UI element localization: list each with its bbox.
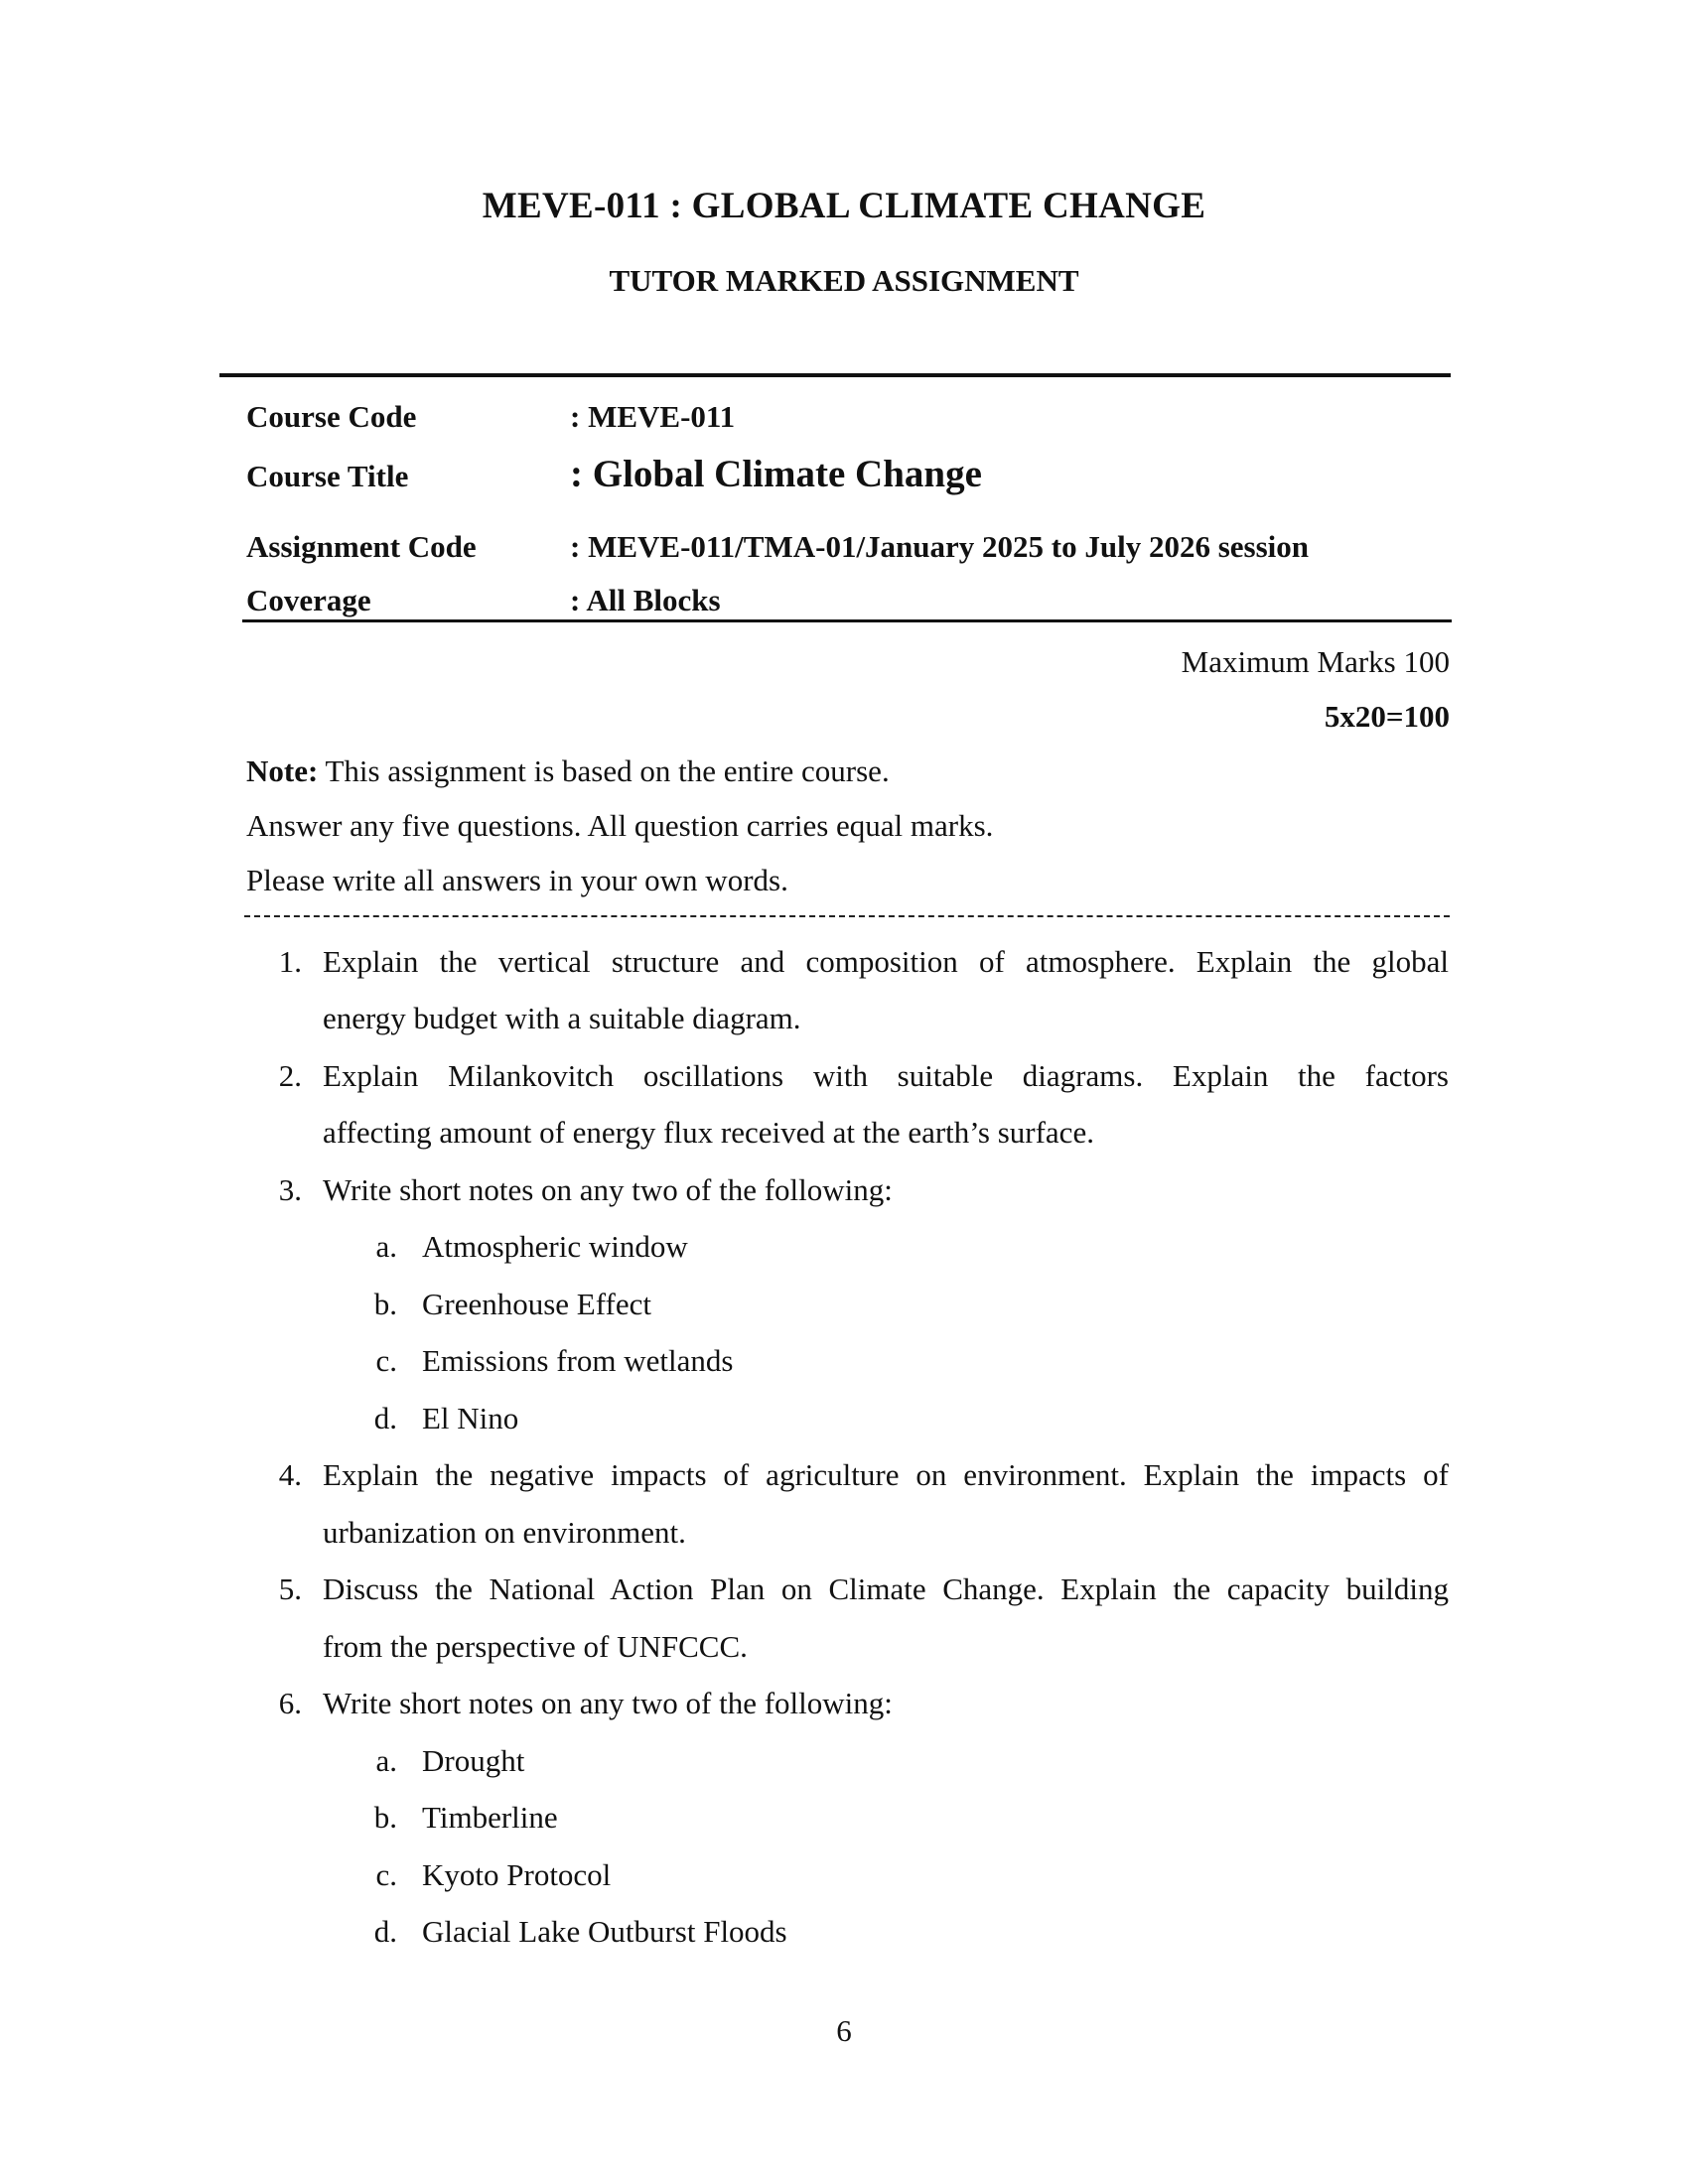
subitem-text: Drought bbox=[422, 1743, 525, 1778]
meta-value-coverage: : All Blocks bbox=[570, 583, 721, 617]
question-text: urbanization on environment. bbox=[323, 1515, 686, 1550]
question-text: affecting amount of energy flux received at the earth’s surface. bbox=[323, 1115, 1094, 1150]
subitem-letter: b. bbox=[373, 1287, 397, 1321]
note-label: Note: bbox=[246, 753, 319, 788]
question-number: 3. bbox=[278, 1172, 302, 1207]
question-text: from the perspective of UNFCCC. bbox=[323, 1629, 748, 1664]
meta-label-assignment-code: Assignment Code bbox=[246, 529, 477, 564]
header-rule-bottom bbox=[242, 619, 1452, 622]
question-number: 4. bbox=[278, 1457, 302, 1492]
subitem-letter: d. bbox=[373, 1401, 397, 1435]
note-line-1 bbox=[246, 753, 890, 789]
dashed-separator bbox=[244, 915, 1450, 917]
marks-breakdown: 5x20=100 bbox=[1324, 699, 1450, 734]
note-line-2: Answer any five questions. All question carries equal marks. bbox=[246, 808, 994, 843]
subitem-letter: a. bbox=[375, 1743, 397, 1778]
subitem-letter: d. bbox=[373, 1914, 397, 1949]
meta-value-assignment-code: : MEVE-011/TMA-01/January 2025 to July 2026 session bbox=[570, 529, 1310, 564]
page-number: 6 bbox=[836, 2013, 852, 2048]
question-number: 1. bbox=[278, 944, 302, 979]
subitem-letter: a. bbox=[375, 1229, 397, 1264]
subitem-text: Greenhouse Effect bbox=[422, 1287, 651, 1321]
question-text: Explain the negative impacts of agriculture on environment. Explain the impacts of bbox=[323, 1457, 1449, 1492]
subitem-letter: b. bbox=[373, 1800, 397, 1835]
question-number: 6. bbox=[278, 1686, 302, 1720]
meta-value-course-title: : Global Climate Change bbox=[570, 453, 982, 495]
question-text: Write short notes on any two of the following: bbox=[323, 1686, 893, 1720]
question-text: Discuss the National Action Plan on Climate Change. Explain the capacity building bbox=[323, 1571, 1449, 1606]
subitem-letter: c. bbox=[375, 1343, 397, 1378]
maximum-marks: Maximum Marks 100 bbox=[1181, 644, 1450, 679]
meta-label-course-title: Course Title bbox=[246, 459, 409, 493]
meta-label-course-code: Course Code bbox=[246, 399, 417, 434]
subitem-letter: c. bbox=[375, 1857, 397, 1892]
meta-label-coverage: Coverage bbox=[246, 583, 371, 617]
question-number: 2. bbox=[278, 1058, 302, 1093]
subitem-text: El Nino bbox=[422, 1401, 519, 1435]
subitem-text: Glacial Lake Outburst Floods bbox=[422, 1914, 787, 1949]
note-text-1: This assignment is based on the entire course. bbox=[318, 753, 890, 788]
document-title: MEVE-011 : GLOBAL CLIMATE CHANGE bbox=[482, 186, 1206, 226]
subitem-text: Timberline bbox=[422, 1800, 558, 1835]
note-line-3: Please write all answers in your own words. bbox=[246, 863, 788, 897]
subitem-text: Atmospheric window bbox=[422, 1229, 688, 1264]
question-number: 5. bbox=[278, 1571, 302, 1606]
subitem-text: Kyoto Protocol bbox=[422, 1857, 612, 1892]
meta-value-course-code: : MEVE-011 bbox=[570, 399, 736, 434]
question-text: Explain Milankovitch oscillations with suitable diagrams. Explain the factors bbox=[323, 1058, 1449, 1093]
header-rule-top bbox=[219, 373, 1451, 377]
question-text: energy budget with a suitable diagram. bbox=[323, 1001, 801, 1035]
document-subtitle: TUTOR MARKED ASSIGNMENT bbox=[609, 263, 1079, 298]
question-text: Explain the vertical structure and composition of atmosphere. Explain the global bbox=[323, 944, 1449, 979]
question-text: Write short notes on any two of the following: bbox=[323, 1172, 893, 1207]
subitem-text: Emissions from wetlands bbox=[422, 1343, 734, 1378]
